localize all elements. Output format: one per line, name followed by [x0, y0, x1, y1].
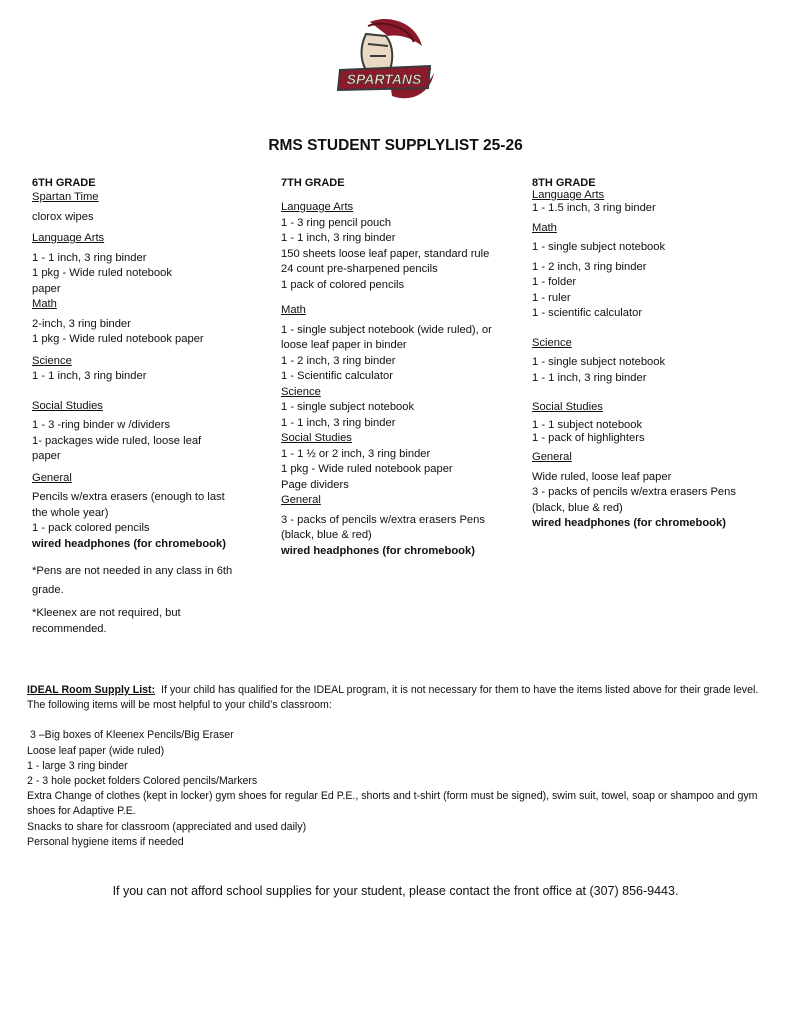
ideal-intro — [27, 683, 762, 713]
headphones-item: wired headphones (for chromebook) — [32, 537, 226, 550]
list-item: 1 pkg - Wide ruled notebook paper — [281, 463, 453, 475]
list-item: 3 - packs of pencils w/extra erasers Pens — [532, 486, 736, 498]
note-line: *Kleenex are not required, but — [32, 607, 181, 619]
grade8-science-label: Science — [532, 336, 572, 349]
list-item: Loose leaf paper (wide ruled) — [27, 744, 165, 757]
list-item: 1 - pack colored pencils — [32, 522, 150, 534]
list-item: Snacks to share for classroom (appreciated and used daily) — [27, 820, 307, 833]
note-line: *Pens are not needed in any class in 6th — [32, 565, 233, 577]
list-item: Wide ruled, loose leaf paper — [532, 470, 672, 483]
list-item: 24 count pre-sharpened pencils — [281, 263, 438, 275]
headphones-item: wired headphones (for chromebook) — [532, 517, 726, 529]
list-item: paper — [32, 282, 61, 295]
list-item: clorox wipes — [32, 210, 94, 223]
grade7-science-label: Science — [281, 385, 321, 398]
grade6-math-label: Math — [32, 298, 57, 310]
ideal-intro-text: If your child has qualified for the IDEAL program, it is not necessary for them to have the items listed above for their grade level. The following items will be most helpful to your child’s classroom: — [27, 684, 759, 712]
note-line: recommended. — [32, 622, 107, 635]
list-item: 1 pack of colored pencils — [281, 278, 405, 291]
list-item: (black, blue & red) — [281, 529, 372, 541]
list-item: Extra Change of clothes (kept in locker) gym shoes for regular Ed P.E., shorts and t-shirt (form must be signed), swim suit, towel, soap or shampoo and gym shoes for Adaptive P.E. — [27, 790, 758, 818]
grade6-social-studies-label: Social Studies — [32, 399, 103, 412]
list-item: Page dividers — [281, 478, 349, 491]
grade8-language-arts-label: Language Arts — [532, 189, 605, 201]
list-item: 1 - 1 subject notebook — [532, 418, 643, 431]
list-item: 1 - ruler — [532, 291, 571, 304]
list-item: 1 - 2 inch, 3 ring binder — [281, 354, 396, 367]
grade6-column — [32, 176, 262, 637]
list-item: 1 - single subject notebook — [532, 356, 666, 368]
grade8-general-label: General — [532, 451, 572, 463]
list-item: 1 - 1 inch, 3 ring binder — [281, 416, 396, 429]
grade6-language-arts-label: Language Arts — [32, 232, 105, 244]
list-item: 1- packages wide ruled, loose leaf — [32, 434, 202, 447]
list-item: 1 - 1 inch, 3 ring binder — [281, 232, 396, 244]
logo-text: SPARTANS — [346, 71, 422, 87]
grade7-language-arts-label: Language Arts — [281, 201, 354, 213]
grade8-column — [532, 176, 772, 532]
note-line: grade. — [32, 584, 64, 596]
list-item: the whole year) — [32, 506, 109, 519]
grade8-math-label: Math — [532, 221, 557, 234]
list-item: 3 - packs of pencils w/extra erasers Pens — [281, 513, 485, 526]
grade7-social-studies-label: Social Studies — [281, 432, 352, 444]
list-item: 1 - 1 ½ or 2 inch, 3 ring binder — [281, 447, 431, 460]
list-item: 1 pkg - Wide ruled notebook — [32, 267, 172, 279]
grade7-column — [281, 176, 521, 559]
grade8-heading: 8TH GRADE — [532, 177, 596, 189]
page-title: RMS STUDENT SUPPLYLIST 25-26 — [268, 137, 523, 154]
list-item: 1 - pack of highlighters — [532, 431, 645, 444]
list-item: 1 - 1 inch, 3 ring binder — [32, 370, 147, 382]
grade7-math-label: Math — [281, 304, 306, 316]
ideal-label: IDEAL Room Supply List: — [27, 684, 156, 696]
list-item: 150 sheets loose leaf paper, standard rule — [281, 247, 490, 260]
list-item: 1 - single subject notebook — [281, 401, 415, 413]
list-item: 1 - scientific calculator — [532, 307, 643, 319]
list-item: (black, blue & red) — [532, 501, 623, 514]
list-item: 1 - 3 ring pencil pouch — [281, 216, 392, 229]
list-item: 1 pkg - Wide ruled notebook paper — [32, 333, 204, 345]
list-item: 1 - 1.5 inch, 3 ring binder — [532, 202, 656, 214]
grade8-social-studies-label: Social Studies — [532, 401, 603, 413]
list-item: loose leaf paper in binder — [281, 339, 407, 351]
footer-note: If you can not afford school supplies for your student, please contact the front office at (307) 856-9443. — [112, 884, 679, 898]
list-item: 1 - 1 inch, 3 ring binder — [532, 371, 647, 384]
grade6-science-label: Science — [32, 354, 72, 367]
list-item: 1 - large 3 ring binder — [27, 759, 128, 772]
list-item: 1 - Scientific calculator — [281, 370, 393, 382]
list-item: 2 - 3 hole pocket folders Colored pencils/Markers — [27, 775, 258, 788]
list-item: 1 - single subject notebook — [532, 241, 666, 253]
list-item: 3 –Big boxes of Kleenex Pencils/Big Eraser — [29, 729, 234, 742]
headphones-item: wired headphones (for chromebook) — [281, 544, 475, 557]
grade6-general-label: General — [32, 471, 72, 484]
list-item: 1 - 2 inch, 3 ring binder — [532, 260, 647, 273]
list-item: 1 - 1 inch, 3 ring binder — [32, 251, 147, 264]
list-item: 1 - 3 -ring binder w /dividers — [32, 419, 171, 431]
spartans-logo — [330, 16, 440, 106]
list-item: 2-inch, 3 ring binder — [32, 317, 131, 330]
list-item: Pencils w/extra erasers (enough to last — [32, 491, 225, 503]
grade6-heading: 6TH GRADE — [32, 177, 96, 189]
list-item: 1 - folder — [532, 276, 577, 288]
list-item: paper — [32, 450, 61, 462]
list-item: 1 - single subject notebook (wide ruled), or — [281, 323, 492, 336]
grade6-spartan-time-label: Spartan Time — [32, 191, 99, 203]
grade7-heading: 7TH GRADE — [281, 177, 345, 189]
grade7-general-label: General — [281, 494, 321, 506]
ideal-section — [27, 683, 762, 850]
list-item: Personal hygiene items if needed — [27, 835, 184, 848]
